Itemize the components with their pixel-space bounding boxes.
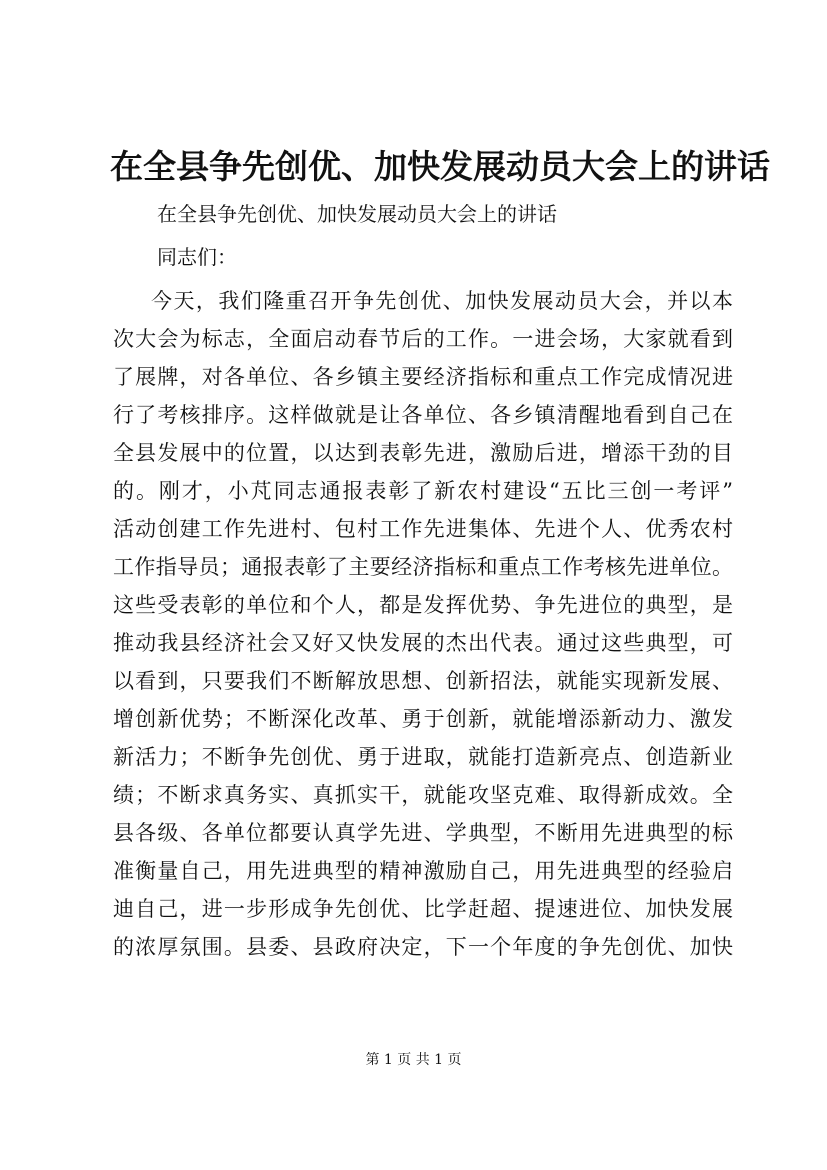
body-line: 以看到，只要我们不断解放思想、创新招法，就能实现新发展、 <box>113 669 733 693</box>
body-line: 新活力；不断争先创优、勇于进取，就能打造新亮点、创造新业 <box>113 745 733 769</box>
body-line: 行了考核排序。这样做就是让各单位、各乡镇清醒地看到自己在 <box>113 403 733 427</box>
document-subtitle: 在全县争先创优、加快发展动员大会上的讲话 <box>157 202 557 226</box>
body-line: 活动创建工作先进村、包村工作先进集体、先进个人、优秀农村 <box>113 517 733 541</box>
body-line: 增创新优势；不断深化改革、勇于创新，就能增添新动力、激发 <box>113 707 733 731</box>
salutation: 同志们： <box>157 245 237 269</box>
body-line: 次大会为标志，全面启动春节后的工作。一进会场，大家就看到 <box>113 327 733 351</box>
document-title: 在全县争先创优、加快发展动员大会上的讲话 <box>110 147 770 186</box>
body-line: 了展牌，对各单位、各乡镇主要经济指标和重点工作完成情况进 <box>113 365 733 389</box>
body-line: 这些受表彰的单位和个人，都是发挥优势、争先进位的典型，是 <box>113 593 733 617</box>
page-footer: 第 1 页 共 1 页 <box>365 1052 462 1068</box>
body-line: 县各级、各单位都要认真学先进、学典型，不断用先进典型的标 <box>113 821 733 845</box>
body-line: 准衡量自己，用先进典型的精神激励自己，用先进典型的经验启 <box>113 859 733 883</box>
body-line: 绩；不断求真务实、真抓实干，就能攻坚克难、取得新成效。全 <box>113 783 733 807</box>
body-line: 全县发展中的位置，以达到表彰先进，激励后进，增添干劲的目 <box>113 441 733 465</box>
body-line: 今天，我们隆重召开争先创优、加快发展动员大会，并以本 <box>151 289 733 313</box>
body-line: 推动我县经济社会又好又快发展的杰出代表。通过这些典型，可 <box>113 631 733 655</box>
body-line: 的浓厚氛围。县委、县政府决定，下一个年度的争先创优、加快 <box>113 935 733 959</box>
body-line: 迪自己，进一步形成争先创优、比学赶超、提速进位、加快发展 <box>113 897 733 921</box>
body-paragraph <box>113 282 733 966</box>
body-line: 的。刚才，小芃同志通报表彰了新农村建设“五比三创一考评” <box>113 479 733 503</box>
body-line: 工作指导员；通报表彰了主要经济指标和重点工作考核先进单位。 <box>113 555 733 579</box>
